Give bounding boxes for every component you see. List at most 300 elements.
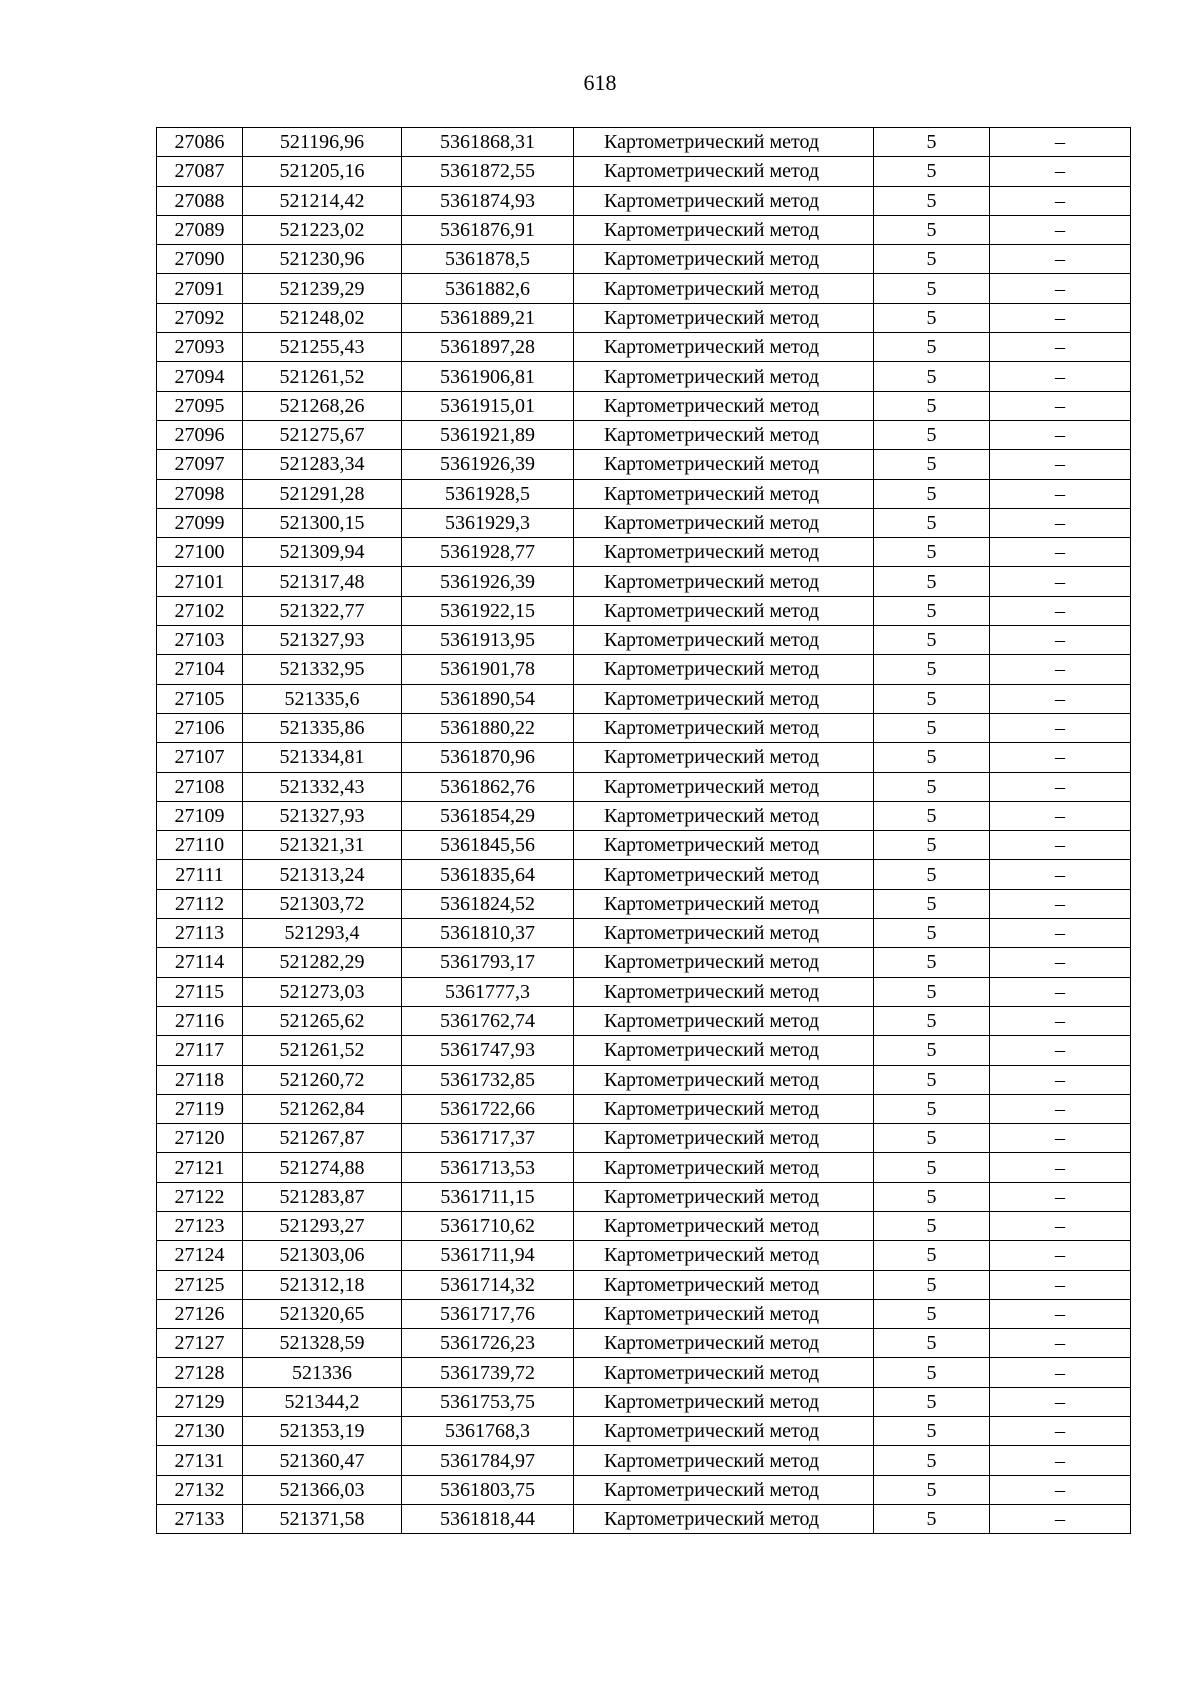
accuracy-cell: 5 xyxy=(874,333,990,362)
accuracy-cell: 5 xyxy=(874,919,990,948)
method-cell: Картометрический метод xyxy=(574,1475,874,1504)
method-cell: Картометрический метод xyxy=(574,684,874,713)
accuracy-cell: 5 xyxy=(874,479,990,508)
x-coordinate-cell: 521327,93 xyxy=(243,626,402,655)
y-coordinate-cell: 5361824,52 xyxy=(402,889,574,918)
table-row xyxy=(157,1241,1131,1270)
table-row xyxy=(157,1124,1131,1153)
table-row xyxy=(157,1270,1131,1299)
method-cell: Картометрический метод xyxy=(574,186,874,215)
x-coordinate-cell: 521300,15 xyxy=(243,508,402,537)
x-coordinate-cell: 521328,59 xyxy=(243,1329,402,1358)
x-coordinate-cell: 521291,28 xyxy=(243,479,402,508)
x-coordinate-cell: 521321,31 xyxy=(243,831,402,860)
y-coordinate-cell: 5361915,01 xyxy=(402,391,574,420)
y-coordinate-cell: 5361889,21 xyxy=(402,303,574,332)
accuracy-cell: 5 xyxy=(874,743,990,772)
table-row xyxy=(157,1417,1131,1446)
y-coordinate-cell: 5361845,56 xyxy=(402,831,574,860)
method-cell: Картометрический метод xyxy=(574,1006,874,1035)
table-row xyxy=(157,538,1131,567)
x-coordinate-cell: 521223,02 xyxy=(243,215,402,244)
point-number-cell: 27090 xyxy=(157,245,243,274)
note-cell: – xyxy=(990,1329,1131,1358)
accuracy-cell: 5 xyxy=(874,1299,990,1328)
note-cell: – xyxy=(990,684,1131,713)
x-coordinate-cell: 521267,87 xyxy=(243,1124,402,1153)
x-coordinate-cell: 521293,4 xyxy=(243,919,402,948)
point-number-cell: 27091 xyxy=(157,274,243,303)
point-number-cell: 27103 xyxy=(157,626,243,655)
y-coordinate-cell: 5361818,44 xyxy=(402,1504,574,1533)
note-cell: – xyxy=(990,772,1131,801)
table-row xyxy=(157,1387,1131,1416)
table-row xyxy=(157,1446,1131,1475)
point-number-cell: 27118 xyxy=(157,1065,243,1094)
y-coordinate-cell: 5361747,93 xyxy=(402,1036,574,1065)
note-cell: – xyxy=(990,831,1131,860)
table-row xyxy=(157,1006,1131,1035)
note-cell: – xyxy=(990,391,1131,420)
x-coordinate-cell: 521262,84 xyxy=(243,1094,402,1123)
accuracy-cell: 5 xyxy=(874,362,990,391)
table-row xyxy=(157,1329,1131,1358)
note-cell: – xyxy=(990,977,1131,1006)
point-number-cell: 27127 xyxy=(157,1329,243,1358)
method-cell: Картометрический метод xyxy=(574,889,874,918)
accuracy-cell: 5 xyxy=(874,1446,990,1475)
x-coordinate-cell: 521260,72 xyxy=(243,1065,402,1094)
y-coordinate-cell: 5361784,97 xyxy=(402,1446,574,1475)
table-row xyxy=(157,772,1131,801)
method-cell: Картометрический метод xyxy=(574,801,874,830)
table-row xyxy=(157,391,1131,420)
table-row xyxy=(157,1504,1131,1533)
x-coordinate-cell: 521214,42 xyxy=(243,186,402,215)
accuracy-cell: 5 xyxy=(874,1182,990,1211)
method-cell: Картометрический метод xyxy=(574,1329,874,1358)
method-cell: Картометрический метод xyxy=(574,215,874,244)
method-cell: Картометрический метод xyxy=(574,948,874,977)
point-number-cell: 27100 xyxy=(157,538,243,567)
note-cell: – xyxy=(990,538,1131,567)
accuracy-cell: 5 xyxy=(874,713,990,742)
point-number-cell: 27123 xyxy=(157,1211,243,1240)
coordinates-table xyxy=(156,127,1131,1534)
accuracy-cell: 5 xyxy=(874,215,990,244)
x-coordinate-cell: 521239,29 xyxy=(243,274,402,303)
note-cell: – xyxy=(990,1358,1131,1387)
point-number-cell: 27111 xyxy=(157,860,243,889)
x-coordinate-cell: 521205,16 xyxy=(243,157,402,186)
x-coordinate-cell: 521332,95 xyxy=(243,655,402,684)
accuracy-cell: 5 xyxy=(874,1358,990,1387)
accuracy-cell: 5 xyxy=(874,157,990,186)
y-coordinate-cell: 5361714,32 xyxy=(402,1270,574,1299)
y-coordinate-cell: 5361762,74 xyxy=(402,1006,574,1035)
table-row xyxy=(157,596,1131,625)
note-cell: – xyxy=(990,1241,1131,1270)
y-coordinate-cell: 5361768,3 xyxy=(402,1417,574,1446)
accuracy-cell: 5 xyxy=(874,626,990,655)
accuracy-cell: 5 xyxy=(874,1065,990,1094)
accuracy-cell: 5 xyxy=(874,684,990,713)
method-cell: Картометрический метод xyxy=(574,157,874,186)
accuracy-cell: 5 xyxy=(874,391,990,420)
accuracy-cell: 5 xyxy=(874,596,990,625)
point-number-cell: 27129 xyxy=(157,1387,243,1416)
method-cell: Картометрический метод xyxy=(574,596,874,625)
y-coordinate-cell: 5361928,77 xyxy=(402,538,574,567)
point-number-cell: 27087 xyxy=(157,157,243,186)
note-cell: – xyxy=(990,1006,1131,1035)
x-coordinate-cell: 521327,93 xyxy=(243,801,402,830)
y-coordinate-cell: 5361710,62 xyxy=(402,1211,574,1240)
accuracy-cell: 5 xyxy=(874,420,990,449)
y-coordinate-cell: 5361882,6 xyxy=(402,274,574,303)
method-cell: Картометрический метод xyxy=(574,538,874,567)
table-row xyxy=(157,626,1131,655)
x-coordinate-cell: 521317,48 xyxy=(243,567,402,596)
point-number-cell: 27131 xyxy=(157,1446,243,1475)
x-coordinate-cell: 521320,65 xyxy=(243,1299,402,1328)
table-row xyxy=(157,420,1131,449)
note-cell: – xyxy=(990,1270,1131,1299)
accuracy-cell: 5 xyxy=(874,128,990,157)
point-number-cell: 27132 xyxy=(157,1475,243,1504)
note-cell: – xyxy=(990,1036,1131,1065)
accuracy-cell: 5 xyxy=(874,1387,990,1416)
y-coordinate-cell: 5361868,31 xyxy=(402,128,574,157)
point-number-cell: 27122 xyxy=(157,1182,243,1211)
table-row xyxy=(157,567,1131,596)
note-cell: – xyxy=(990,362,1131,391)
y-coordinate-cell: 5361732,85 xyxy=(402,1065,574,1094)
x-coordinate-cell: 521371,58 xyxy=(243,1504,402,1533)
table-row xyxy=(157,655,1131,684)
method-cell: Картометрический метод xyxy=(574,1417,874,1446)
accuracy-cell: 5 xyxy=(874,1475,990,1504)
point-number-cell: 27130 xyxy=(157,1417,243,1446)
table-row xyxy=(157,362,1131,391)
accuracy-cell: 5 xyxy=(874,831,990,860)
y-coordinate-cell: 5361876,91 xyxy=(402,215,574,244)
table-row xyxy=(157,479,1131,508)
method-cell: Картометрический метод xyxy=(574,1211,874,1240)
x-coordinate-cell: 521303,72 xyxy=(243,889,402,918)
note-cell: – xyxy=(990,303,1131,332)
x-coordinate-cell: 521282,29 xyxy=(243,948,402,977)
y-coordinate-cell: 5361717,76 xyxy=(402,1299,574,1328)
y-coordinate-cell: 5361870,96 xyxy=(402,743,574,772)
accuracy-cell: 5 xyxy=(874,860,990,889)
x-coordinate-cell: 521335,86 xyxy=(243,713,402,742)
y-coordinate-cell: 5361921,89 xyxy=(402,420,574,449)
x-coordinate-cell: 521353,19 xyxy=(243,1417,402,1446)
point-number-cell: 27099 xyxy=(157,508,243,537)
accuracy-cell: 5 xyxy=(874,801,990,830)
x-coordinate-cell: 521366,03 xyxy=(243,1475,402,1504)
table-row xyxy=(157,128,1131,157)
table-row xyxy=(157,1211,1131,1240)
x-coordinate-cell: 521261,52 xyxy=(243,362,402,391)
x-coordinate-cell: 521255,43 xyxy=(243,333,402,362)
point-number-cell: 27121 xyxy=(157,1153,243,1182)
table-row xyxy=(157,919,1131,948)
x-coordinate-cell: 521360,47 xyxy=(243,1446,402,1475)
y-coordinate-cell: 5361810,37 xyxy=(402,919,574,948)
x-coordinate-cell: 521336 xyxy=(243,1358,402,1387)
method-cell: Картометрический метод xyxy=(574,1241,874,1270)
y-coordinate-cell: 5361890,54 xyxy=(402,684,574,713)
accuracy-cell: 5 xyxy=(874,1153,990,1182)
note-cell: – xyxy=(990,1299,1131,1328)
x-coordinate-cell: 521322,77 xyxy=(243,596,402,625)
table-row xyxy=(157,1094,1131,1123)
accuracy-cell: 5 xyxy=(874,655,990,684)
note-cell: – xyxy=(990,1182,1131,1211)
table-row xyxy=(157,713,1131,742)
note-cell: – xyxy=(990,479,1131,508)
note-cell: – xyxy=(990,1211,1131,1240)
table-row xyxy=(157,1358,1131,1387)
method-cell: Картометрический метод xyxy=(574,919,874,948)
note-cell: – xyxy=(990,1446,1131,1475)
note-cell: – xyxy=(990,743,1131,772)
y-coordinate-cell: 5361929,3 xyxy=(402,508,574,537)
accuracy-cell: 5 xyxy=(874,567,990,596)
method-cell: Картометрический метод xyxy=(574,450,874,479)
y-coordinate-cell: 5361711,15 xyxy=(402,1182,574,1211)
x-coordinate-cell: 521268,26 xyxy=(243,391,402,420)
point-number-cell: 27089 xyxy=(157,215,243,244)
x-coordinate-cell: 521309,94 xyxy=(243,538,402,567)
y-coordinate-cell: 5361922,15 xyxy=(402,596,574,625)
table-row xyxy=(157,245,1131,274)
note-cell: – xyxy=(990,274,1131,303)
method-cell: Картометрический метод xyxy=(574,274,874,303)
method-cell: Картометрический метод xyxy=(574,1504,874,1533)
y-coordinate-cell: 5361913,95 xyxy=(402,626,574,655)
y-coordinate-cell: 5361803,75 xyxy=(402,1475,574,1504)
y-coordinate-cell: 5361753,75 xyxy=(402,1387,574,1416)
note-cell: – xyxy=(990,948,1131,977)
y-coordinate-cell: 5361835,64 xyxy=(402,860,574,889)
table-row xyxy=(157,860,1131,889)
method-cell: Картометрический метод xyxy=(574,977,874,1006)
table-row xyxy=(157,1153,1131,1182)
table-row xyxy=(157,274,1131,303)
point-number-cell: 27133 xyxy=(157,1504,243,1533)
note-cell: – xyxy=(990,215,1131,244)
accuracy-cell: 5 xyxy=(874,450,990,479)
table-row xyxy=(157,450,1131,479)
accuracy-cell: 5 xyxy=(874,1329,990,1358)
table-row xyxy=(157,977,1131,1006)
method-cell: Картометрический метод xyxy=(574,655,874,684)
x-coordinate-cell: 521248,02 xyxy=(243,303,402,332)
method-cell: Картометрический метод xyxy=(574,508,874,537)
note-cell: – xyxy=(990,420,1131,449)
point-number-cell: 27115 xyxy=(157,977,243,1006)
method-cell: Картометрический метод xyxy=(574,626,874,655)
point-number-cell: 27120 xyxy=(157,1124,243,1153)
point-number-cell: 27125 xyxy=(157,1270,243,1299)
x-coordinate-cell: 521274,88 xyxy=(243,1153,402,1182)
note-cell: – xyxy=(990,919,1131,948)
table-row xyxy=(157,801,1131,830)
point-number-cell: 27105 xyxy=(157,684,243,713)
y-coordinate-cell: 5361897,28 xyxy=(402,333,574,362)
accuracy-cell: 5 xyxy=(874,1094,990,1123)
note-cell: – xyxy=(990,1153,1131,1182)
note-cell: – xyxy=(990,1387,1131,1416)
point-number-cell: 27126 xyxy=(157,1299,243,1328)
method-cell: Картометрический метод xyxy=(574,1153,874,1182)
accuracy-cell: 5 xyxy=(874,274,990,303)
method-cell: Картометрический метод xyxy=(574,772,874,801)
y-coordinate-cell: 5361926,39 xyxy=(402,450,574,479)
method-cell: Картометрический метод xyxy=(574,1358,874,1387)
accuracy-cell: 5 xyxy=(874,977,990,1006)
method-cell: Картометрический метод xyxy=(574,303,874,332)
y-coordinate-cell: 5361872,55 xyxy=(402,157,574,186)
method-cell: Картометрический метод xyxy=(574,245,874,274)
table-row xyxy=(157,684,1131,713)
y-coordinate-cell: 5361901,78 xyxy=(402,655,574,684)
accuracy-cell: 5 xyxy=(874,1241,990,1270)
x-coordinate-cell: 521230,96 xyxy=(243,245,402,274)
y-coordinate-cell: 5361878,5 xyxy=(402,245,574,274)
accuracy-cell: 5 xyxy=(874,186,990,215)
table-row xyxy=(157,303,1131,332)
note-cell: – xyxy=(990,128,1131,157)
point-number-cell: 27128 xyxy=(157,1358,243,1387)
accuracy-cell: 5 xyxy=(874,508,990,537)
point-number-cell: 27096 xyxy=(157,420,243,449)
table-row xyxy=(157,157,1131,186)
accuracy-cell: 5 xyxy=(874,1124,990,1153)
x-coordinate-cell: 521332,43 xyxy=(243,772,402,801)
point-number-cell: 27095 xyxy=(157,391,243,420)
x-coordinate-cell: 521334,81 xyxy=(243,743,402,772)
note-cell: – xyxy=(990,450,1131,479)
point-number-cell: 27093 xyxy=(157,333,243,362)
x-coordinate-cell: 521312,18 xyxy=(243,1270,402,1299)
y-coordinate-cell: 5361726,23 xyxy=(402,1329,574,1358)
point-number-cell: 27124 xyxy=(157,1241,243,1270)
accuracy-cell: 5 xyxy=(874,245,990,274)
x-coordinate-cell: 521313,24 xyxy=(243,860,402,889)
point-number-cell: 27104 xyxy=(157,655,243,684)
note-cell: – xyxy=(990,567,1131,596)
point-number-cell: 27092 xyxy=(157,303,243,332)
method-cell: Картометрический метод xyxy=(574,1299,874,1328)
x-coordinate-cell: 521293,27 xyxy=(243,1211,402,1240)
y-coordinate-cell: 5361739,72 xyxy=(402,1358,574,1387)
accuracy-cell: 5 xyxy=(874,1270,990,1299)
method-cell: Картометрический метод xyxy=(574,567,874,596)
point-number-cell: 27114 xyxy=(157,948,243,977)
y-coordinate-cell: 5361928,5 xyxy=(402,479,574,508)
y-coordinate-cell: 5361717,37 xyxy=(402,1124,574,1153)
method-cell: Картометрический метод xyxy=(574,713,874,742)
note-cell: – xyxy=(990,1094,1131,1123)
point-number-cell: 27110 xyxy=(157,831,243,860)
table-row xyxy=(157,1065,1131,1094)
point-number-cell: 27112 xyxy=(157,889,243,918)
method-cell: Картометрический метод xyxy=(574,743,874,772)
note-cell: – xyxy=(990,801,1131,830)
method-cell: Картометрический метод xyxy=(574,479,874,508)
note-cell: – xyxy=(990,713,1131,742)
point-number-cell: 27106 xyxy=(157,713,243,742)
accuracy-cell: 5 xyxy=(874,1036,990,1065)
y-coordinate-cell: 5361777,3 xyxy=(402,977,574,1006)
point-number-cell: 27094 xyxy=(157,362,243,391)
accuracy-cell: 5 xyxy=(874,948,990,977)
table-row xyxy=(157,743,1131,772)
table-row xyxy=(157,831,1131,860)
accuracy-cell: 5 xyxy=(874,303,990,332)
note-cell: – xyxy=(990,186,1131,215)
method-cell: Картометрический метод xyxy=(574,1446,874,1475)
method-cell: Картометрический метод xyxy=(574,362,874,391)
point-number-cell: 27108 xyxy=(157,772,243,801)
note-cell: – xyxy=(990,655,1131,684)
method-cell: Картометрический метод xyxy=(574,1387,874,1416)
point-number-cell: 27098 xyxy=(157,479,243,508)
table-row xyxy=(157,1475,1131,1504)
table-row xyxy=(157,215,1131,244)
x-coordinate-cell: 521265,62 xyxy=(243,1006,402,1035)
point-number-cell: 27113 xyxy=(157,919,243,948)
x-coordinate-cell: 521196,96 xyxy=(243,128,402,157)
point-number-cell: 27088 xyxy=(157,186,243,215)
table-row xyxy=(157,948,1131,977)
point-number-cell: 27107 xyxy=(157,743,243,772)
method-cell: Картометрический метод xyxy=(574,831,874,860)
y-coordinate-cell: 5361793,17 xyxy=(402,948,574,977)
point-number-cell: 27117 xyxy=(157,1036,243,1065)
x-coordinate-cell: 521344,2 xyxy=(243,1387,402,1416)
y-coordinate-cell: 5361880,22 xyxy=(402,713,574,742)
note-cell: – xyxy=(990,596,1131,625)
note-cell: – xyxy=(990,626,1131,655)
note-cell: – xyxy=(990,889,1131,918)
note-cell: – xyxy=(990,1475,1131,1504)
table-row xyxy=(157,889,1131,918)
note-cell: – xyxy=(990,245,1131,274)
point-number-cell: 27101 xyxy=(157,567,243,596)
method-cell: Картометрический метод xyxy=(574,1124,874,1153)
table-row xyxy=(157,1182,1131,1211)
accuracy-cell: 5 xyxy=(874,889,990,918)
table-row xyxy=(157,333,1131,362)
y-coordinate-cell: 5361711,94 xyxy=(402,1241,574,1270)
point-number-cell: 27116 xyxy=(157,1006,243,1035)
note-cell: – xyxy=(990,333,1131,362)
method-cell: Картометрический метод xyxy=(574,128,874,157)
note-cell: – xyxy=(990,1065,1131,1094)
x-coordinate-cell: 521273,03 xyxy=(243,977,402,1006)
x-coordinate-cell: 521283,34 xyxy=(243,450,402,479)
note-cell: – xyxy=(990,157,1131,186)
table-row xyxy=(157,186,1131,215)
x-coordinate-cell: 521283,87 xyxy=(243,1182,402,1211)
method-cell: Картометрический метод xyxy=(574,860,874,889)
point-number-cell: 27086 xyxy=(157,128,243,157)
